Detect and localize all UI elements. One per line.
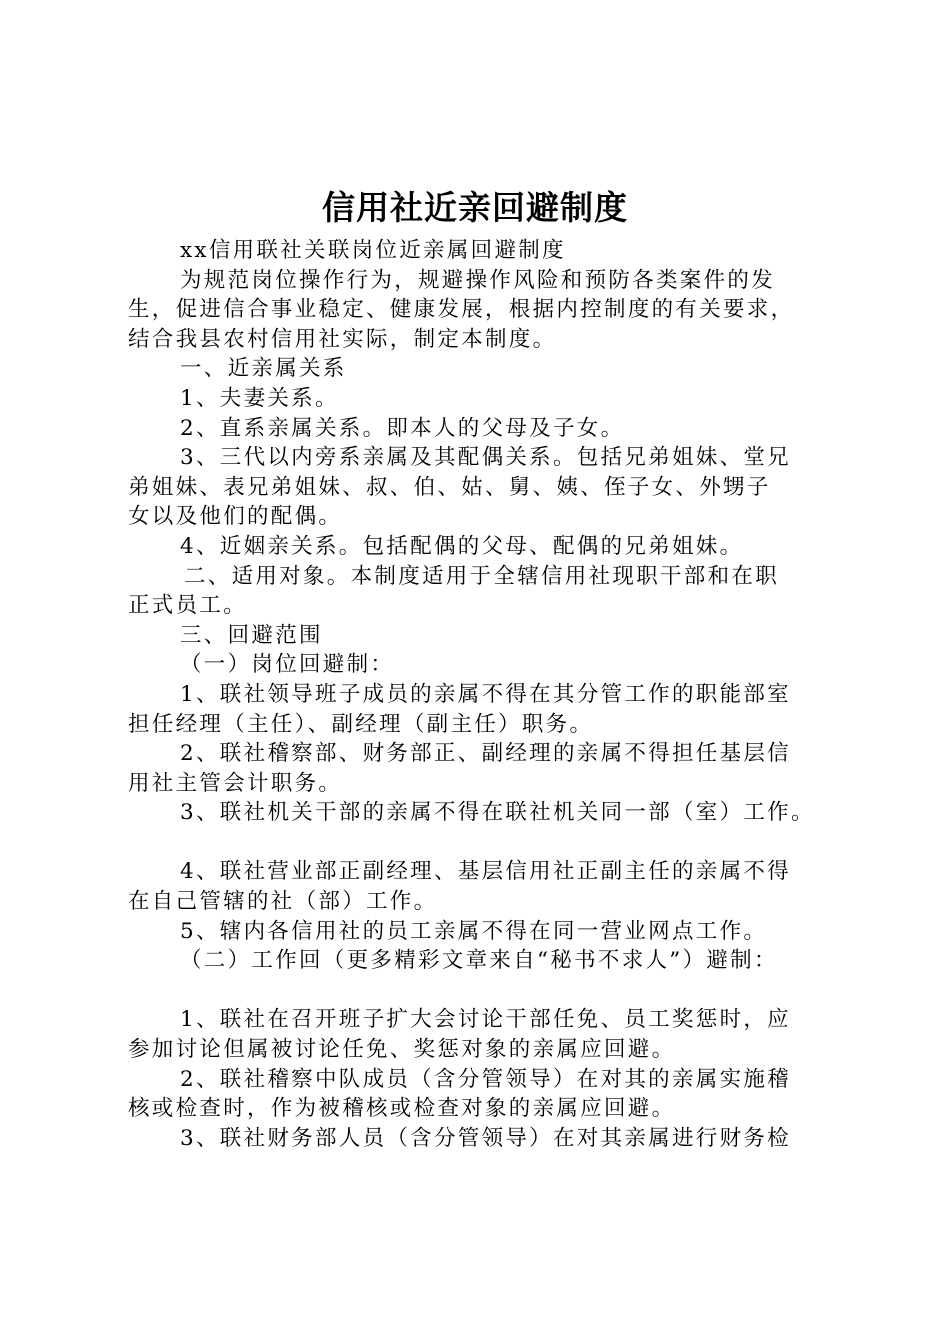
document-title: 信用社近亲回避制度	[322, 188, 628, 227]
blank-line	[128, 828, 836, 858]
section-heading: 一、近亲属关系	[180, 356, 347, 382]
paragraph-line: 2、联社稽察中队成员（含分管领导）在对其的亲属实施稽	[180, 1066, 791, 1092]
document-body	[128, 236, 836, 1153]
paragraph-line: 1、联社领导班子成员的亲属不得在其分管工作的职能部室	[180, 681, 791, 707]
paragraph-line: xx信用联社关联岗位近亲属回避制度	[180, 238, 566, 263]
paragraph-line: 担任经理（主任）、副经理（副主任）职务。	[128, 711, 594, 737]
paragraph-line: 4、近姻亲关系。包括配偶的父母、配偶的兄弟姐妹。	[180, 533, 744, 559]
paragraph-line: 2、联社稽察部、财务部正、副经理的亲属不得担任基层信	[180, 741, 791, 767]
paragraph-line: 3、联社机关干部的亲属不得在联社机关同一部（室）工作。	[180, 800, 815, 826]
paragraph-line: 5、辖内各信用社的员工亲属不得在同一营业网点工作。	[180, 918, 768, 944]
paragraph-line: 3、联社财务部人员（含分管领导）在对其亲属进行财务检	[180, 1125, 791, 1151]
subsection-heading: （二）工作回（更多精彩文章来自“秘书不求人”）避制：	[180, 948, 778, 974]
paragraph-line: 正式员工。	[128, 593, 248, 619]
paragraph-line: 4、联社营业部正副经理、基层信用社正副主任的亲属不得	[180, 859, 791, 885]
paragraph-line: 用社主管会计职务。	[128, 770, 343, 796]
paragraph-line: 弟姐妹、表兄弟姐妹、叔、伯、姑、舅、姨、侄子女、外甥子	[128, 474, 771, 500]
paragraph-line: 结合我县农村信用社实际，制定本制度。	[128, 326, 557, 352]
paragraph-line: 参加讨论但属被讨论任免、奖惩对象的亲属应回避。	[128, 1037, 676, 1063]
paragraph-line: 核或检查时，作为被稽核或检查对象的亲属应回避。	[128, 1096, 676, 1122]
paragraph-line: 生，促进信合事业稳定、健康发展，根据内控制度的有关要求，	[128, 297, 795, 323]
paragraph-line: 3、三代以内旁系亲属及其配偶关系。包括兄弟姐妹、堂兄	[180, 445, 791, 471]
paragraph-line: 1、联社在召开班子扩大会讨论干部任免、员工奖惩时，应	[180, 1007, 791, 1033]
blank-line	[128, 976, 836, 1006]
paragraph-line: 2、直系亲属关系。即本人的父母及子女。	[180, 415, 625, 441]
section-heading: 三、回避范围	[180, 622, 323, 648]
section-heading: 二、适用对象。本制度适用于全辖信用社现职干部和在职	[184, 563, 780, 589]
paragraph-line: 在自己管辖的社（部）工作。	[128, 889, 438, 915]
subsection-heading: （一）岗位回避制：	[180, 652, 395, 678]
paragraph-line: 为规范岗位操作行为，规避操作风险和预防各类案件的发	[180, 267, 776, 293]
paragraph-line: 女以及他们的配偶。	[128, 504, 343, 530]
paragraph-line: 1、夫妻关系。	[180, 385, 339, 411]
